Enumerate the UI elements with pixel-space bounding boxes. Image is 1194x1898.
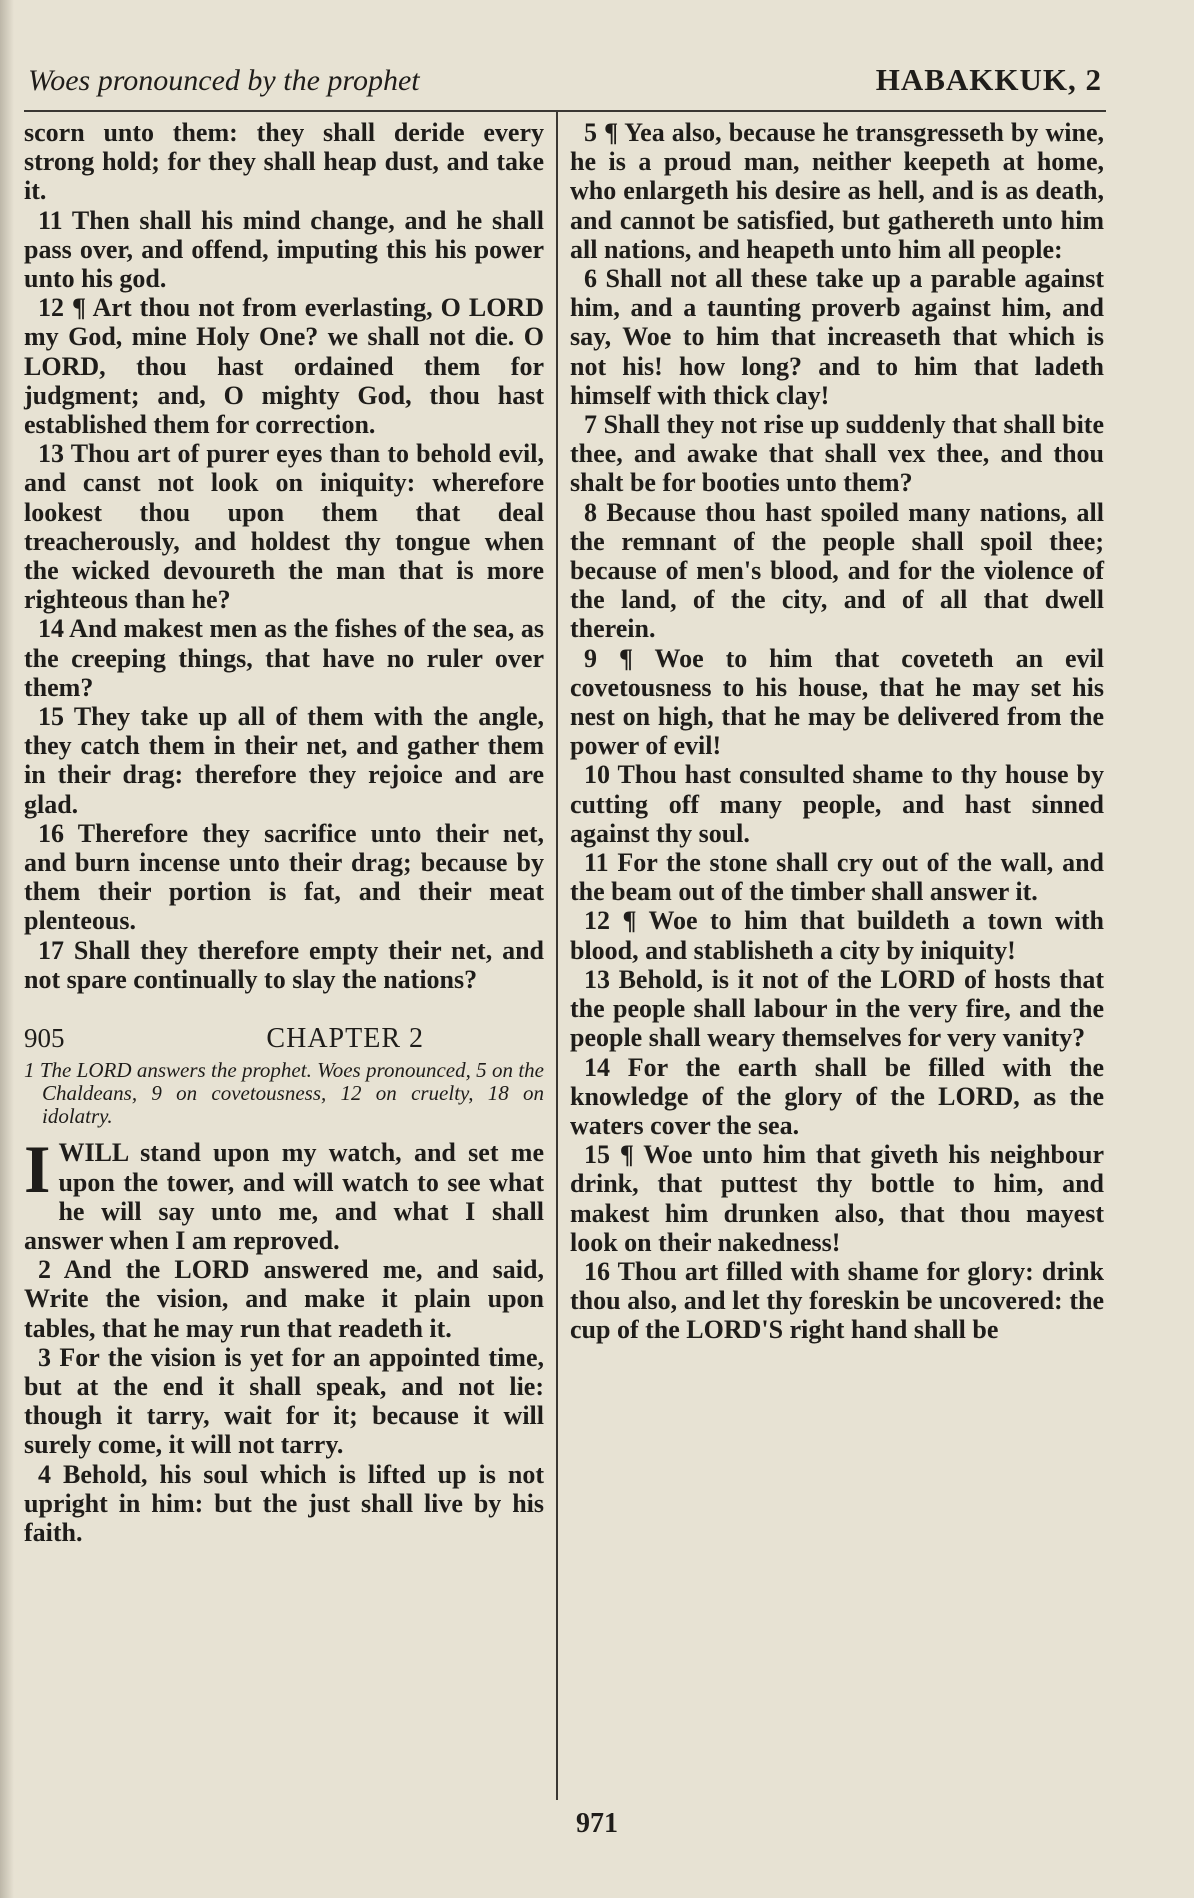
verse: 5 ¶ Yea also, because he transgresseth by wine, he is a proud man, neither keepeth at home, who enlargeth his desire as hell, and is as death, and cannot be satisfied, but gathereth unto him all nations, and heapeth unto him all people: bbox=[570, 118, 1104, 264]
verse: 3 For the vision is yet for an appointed time, but at the end it shall speak, and not lie: though it tarry, wait for it; because it will surely come, it will not tarry. bbox=[24, 1342, 544, 1460]
chapter-reference-number: 905 bbox=[24, 1023, 65, 1054]
verse: 15 They take up all of them with the angle, they catch them in their net, and gather them in their drag: therefore they rejoice and are glad. bbox=[24, 702, 544, 819]
verse: 16 Thou art filled with shame for glory: drink thou also, and let thy foreskin be uncovered: the cup of the LORD'S right hand shall be bbox=[570, 1256, 1104, 1345]
verse: 10 Thou hast consulted shame to thy house by cutting off many people, and hast sinned against thy soul. bbox=[570, 760, 1104, 848]
header-rule bbox=[24, 110, 1106, 112]
chapter-heading bbox=[24, 1024, 544, 1053]
first-verse-text: WILL stand upon my watch, and set me upon the tower, and will watch to see what he will say unto me, and what I shall answer when I am reproved. bbox=[24, 1138, 544, 1255]
verse: 7 Shall they not rise up suddenly that shall bite thee, and awake that shall vex thee, and thou shalt be for booties unto them? bbox=[570, 410, 1104, 498]
page-number: 971 bbox=[576, 1808, 618, 1839]
drop-cap: I bbox=[24, 1131, 51, 1208]
verse: 6 Shall not all these take up a parable against him, and a taunting proverb against him, and say, Woe to him that increaseth that which is not his! how long? and to him that ladeth himself with thick clay! bbox=[570, 264, 1104, 410]
verse: 11 For the stone shall cry out of the wall, and the beam out of the timber shall answer it. bbox=[570, 848, 1104, 907]
verse: 8 Because thou hast spoiled many nations, all the remnant of the people shall spoil thee; because of men's blood, and for the violence of the land, of the city, and of all that dwell therein. bbox=[570, 497, 1104, 644]
binding-shadow bbox=[0, 0, 14, 1898]
verse: scorn unto them: they shall deride every strong hold; for they shall heap dust, and take it. bbox=[24, 118, 544, 206]
verse: 12 ¶ Art thou not from everlasting, O LORD my God, mine Holy One? we shall not die. O LORD, thou hast ordained them for judgment; and, O mighty God, thou hast established them for correction. bbox=[24, 293, 544, 440]
first-verse bbox=[24, 1131, 544, 1255]
verse: 16 Therefore they sacrifice unto their net, and burn incense unto their drag; because by them their portion is fat, and their meat plenteous. bbox=[24, 818, 544, 936]
verse: 14 For the earth shall be filled with the knowledge of the glory of the LORD, as the waters cover the sea. bbox=[570, 1052, 1104, 1140]
verse: 17 Shall they therefore empty their net, and not spare continually to slay the nations? bbox=[24, 935, 544, 994]
column-divider bbox=[556, 112, 558, 1800]
verse: 14 And makest men as the fishes of the sea, as the creeping things, that have no ruler over them? bbox=[24, 614, 544, 702]
running-header bbox=[28, 62, 1102, 106]
verse: 11 Then shall his mind change, and he shall pass over, and offend, imputing this his power unto his god. bbox=[24, 205, 544, 294]
chapter-summary: 1 The LORD answers the prophet. Woes pronounced, 5 on the Chaldeans, 9 on covetousness, 12 on cruelty, 18 on idolatry. bbox=[24, 1058, 544, 1129]
right-column bbox=[570, 118, 1104, 1345]
verse: 13 Behold, is it not of the LORD of hosts that the people shall labour in the very fire, and the people shall weary themselves for very vanity? bbox=[570, 964, 1104, 1053]
verse: 9 ¶ Woe to him that coveteth an evil covetousness to his house, that he may set his nest on high, that he may be delivered from the power of evil! bbox=[570, 643, 1104, 761]
verse: 4 Behold, his soul which is lifted up is not upright in him: but the just shall live by his faith. bbox=[24, 1459, 544, 1547]
book-chapter-title: HABAKKUK, 2 bbox=[875, 62, 1102, 97]
section-title: Woes pronounced by the prophet bbox=[28, 64, 420, 97]
verse: 2 And the LORD answered me, and said, Write the vision, and make it plain upon tables, that he may run that readeth it. bbox=[24, 1255, 544, 1343]
verse: 13 Thou art of purer eyes than to behold evil, and canst not look on iniquity: wherefore lookest thou upon them that deal treacherously, and holdest thy tongue when the wicked devoureth the man that is more righteous than he? bbox=[24, 439, 544, 615]
chapter-title: CHAPTER 2 bbox=[266, 1023, 424, 1055]
left-column bbox=[24, 118, 544, 1547]
verse: 12 ¶ Woe to him that buildeth a town with blood, and stablisheth a city by iniquity! bbox=[570, 906, 1104, 965]
verse: 15 ¶ Woe unto him that giveth his neighbour drink, that puttest thy bottle to him, and makest him drunken also, that thou mayest look on their nakedness! bbox=[570, 1140, 1104, 1257]
